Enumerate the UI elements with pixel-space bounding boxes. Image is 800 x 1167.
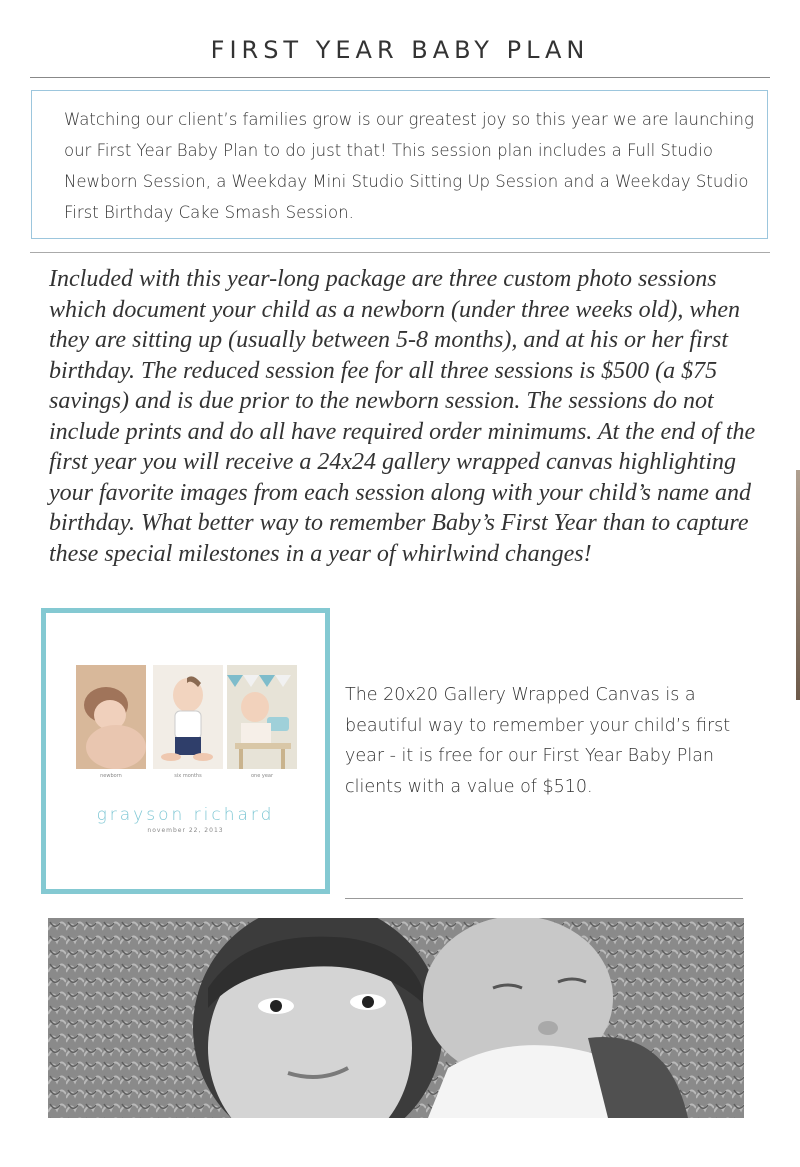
canvas-birth-date: november 22, 2013 xyxy=(147,827,224,834)
canvas-child-name: grayson richard xyxy=(96,805,275,825)
one-year-photo xyxy=(227,665,297,769)
edge-photo-strip xyxy=(796,470,800,700)
newborn-photo xyxy=(76,665,146,769)
package-details-text: Included with this year-long package are three custom photo sessions which document your child as a newborn (under three weeks old), when they are sitting up (usually between 5-8 months), and at his or her first birthday. The reduced session fee for all three sessions is $500 (a $75 savings) and is due prior to the newborn session. The sessions do not include prints and do all have required order minimums. At the end of the first year you will receive a 24x24 gallery wrapped canvas highlighting your favorite images from each session along with your child’s name and birthday. What better way to remember Baby’s First Year than to capture these special milestones in a year of whirlwind changes! xyxy=(49,266,756,567)
title-divider xyxy=(30,77,770,78)
intro-text: Watching our client’s families grow is our greatest joy so this year we are launching our First Year Baby Plan to do just that! This session plan includes a Full Studio Newborn Session, a Weekday Mini Studio Sitting Up Session and a Weekday Studio First Birthday Cake Smash Session. xyxy=(64,110,754,222)
canvas-offer-text: The 20x20 Gallery Wrapped Canvas is a beautiful way to remember your child’s first year - it is free for our First Year Baby Plan clients with a value of $510. xyxy=(345,685,731,797)
canvas-label-six-months: six months xyxy=(174,773,202,779)
canvas-divider xyxy=(345,898,743,899)
canvas-sample-image xyxy=(41,608,330,894)
canvas-label-newborn: newborn xyxy=(100,773,122,779)
canvas-label-one-year: one year xyxy=(250,773,274,779)
six-months-photo xyxy=(153,665,223,769)
intro-divider xyxy=(30,252,770,253)
canvas-photo-row xyxy=(76,665,300,769)
siblings-photo xyxy=(48,918,744,1118)
page-title: FIRST YEAR BABY PLAN xyxy=(210,36,590,64)
